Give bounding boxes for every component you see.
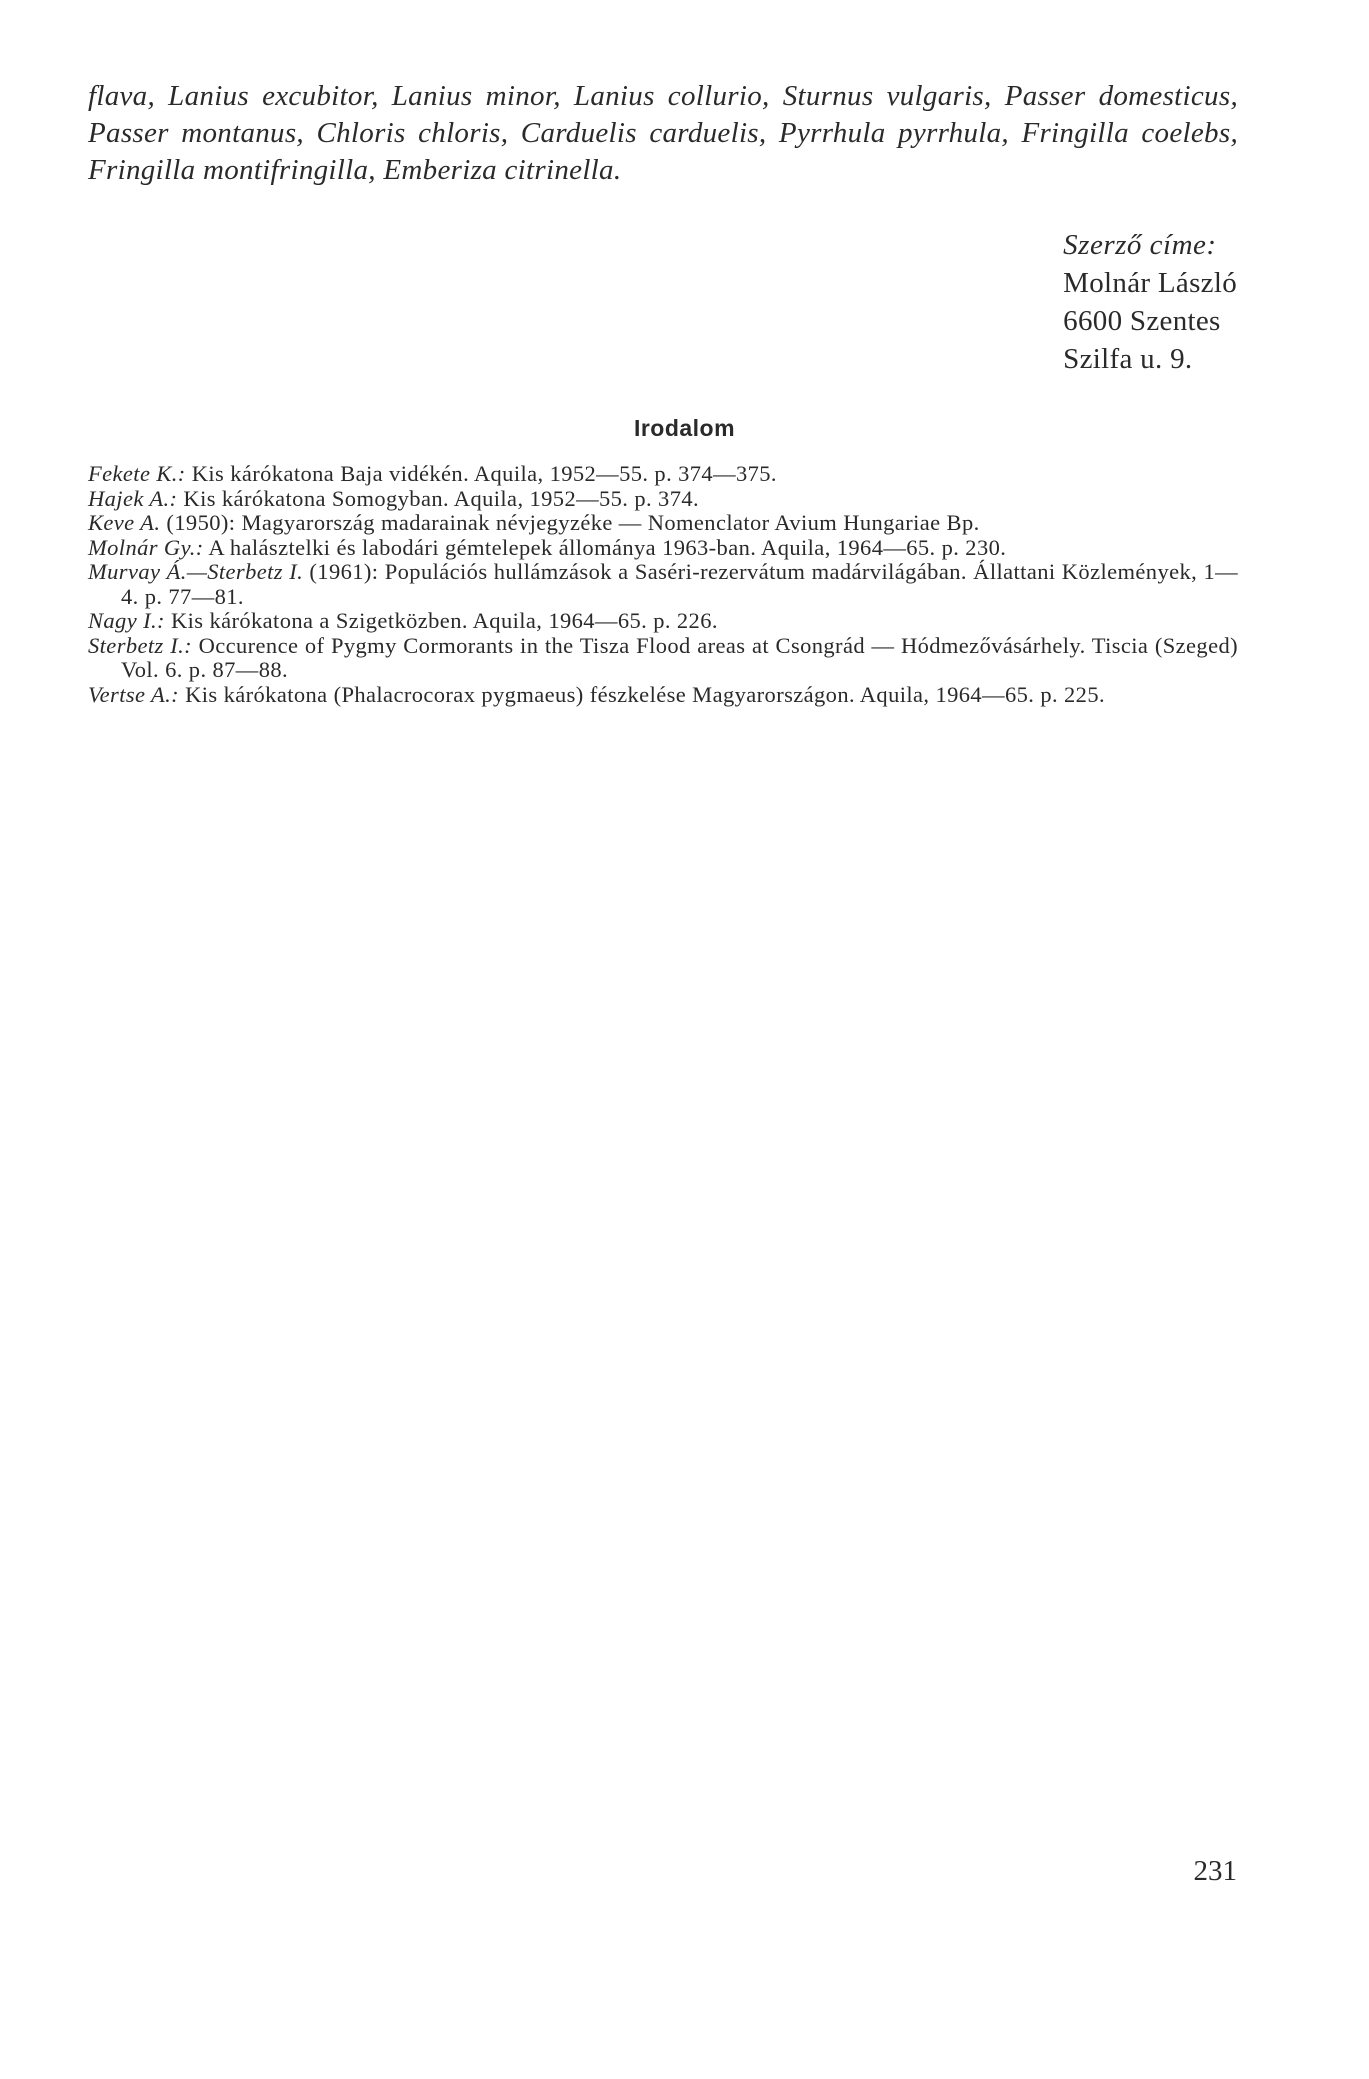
- reference-author: Molnár Gy.:: [88, 534, 204, 560]
- author-name: Molnár László: [1063, 267, 1237, 299]
- reference-text: (1961): Populációs hullámzások a Saséri-rezervátum madárvilágában. Állattani Közlemények, 1—4. p. 77—81.: [121, 559, 1238, 609]
- reference-item: [88, 683, 1238, 708]
- reference-author: Fekete K.:: [88, 461, 186, 486]
- reference-author: Sterbetz I.:: [88, 632, 193, 658]
- reference-author: Murvay Á.—Sterbetz I.: [88, 559, 304, 584]
- reference-author: Vertse A.:: [88, 681, 180, 707]
- reference-author: Nagy I.:: [88, 608, 165, 633]
- reference-text: Occurence of Pygmy Cormorants in the Tisza Flood areas at Csongrád — Hódmezővásárhely. Tiscia (Szeged) Vol. 6. p. 87—88.: [121, 632, 1239, 682]
- author-address-label: Szerző címe:: [1063, 229, 1217, 261]
- reference-item: [88, 634, 1238, 683]
- reference-item: [88, 560, 1238, 609]
- reference-text: A halásztelki és labodári gémtelepek állománya 1963-ban. Aquila, 1964—65. p. 230.: [203, 534, 1007, 560]
- references-heading: Irodalom: [633, 415, 736, 441]
- reference-item: [88, 609, 1238, 634]
- references-list: [88, 462, 1238, 707]
- author-street: Szilfa u. 9.: [1063, 343, 1193, 375]
- reference-text: Kis kárókatona Baja vidékén. Aquila, 1952—55. p. 374—375.: [185, 461, 777, 486]
- page-number: 231: [1193, 1855, 1237, 1887]
- reference-text: Kis kárókatona (Phalacrocorax pygmaeus) fészkelése Magyarországon. Aquila, 1964—65. p. 225.: [179, 681, 1105, 707]
- reference-item: [88, 487, 1238, 512]
- author-address: [1063, 226, 1237, 378]
- reference-text: (1950): Magyarország madarainak névjegyzéke — Nomenclator Avium Hungariae Bp.: [160, 510, 980, 535]
- reference-author: Hajek A.:: [88, 485, 178, 511]
- species-list-paragraph: flava, Lanius excubitor, Lanius minor, Lanius collurio, Sturnus vulgaris, Passer domesticus, Passer montanus, Chloris chloris, Carduelis carduelis, Pyrrhula pyrrhula, Fringilla coelebs, Fringilla montifringilla, Emberiza citrinella.: [88, 80, 1238, 186]
- author-city: 6600 Szentes: [1063, 305, 1221, 337]
- reference-item: [88, 462, 1238, 487]
- reference-item: [88, 536, 1238, 561]
- reference-text: Kis kárókatona a Szigetközben. Aquila, 1964—65. p. 226.: [164, 608, 718, 633]
- reference-text: Kis kárókatona Somogyban. Aquila, 1952—55. p. 374.: [177, 485, 700, 511]
- reference-item: [88, 511, 1238, 536]
- reference-author: Keve A.: [88, 510, 161, 535]
